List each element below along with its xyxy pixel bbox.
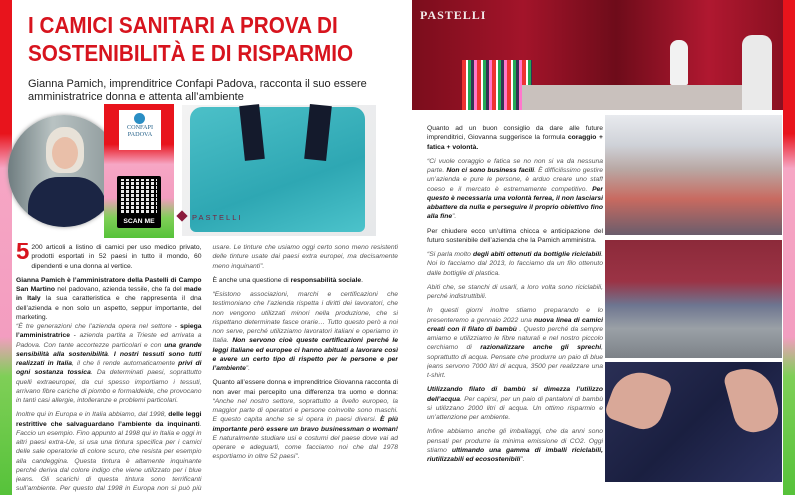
qr-label: SCAN ME: [123, 218, 155, 225]
text-run: ultimando una gamma di imballi riciclabili, riutilizzabili ed ecosostenibili: [427, 446, 603, 463]
text-run: E naturalmente studiare usi e costumi del paese dove vai ad operare e adeguarti, come facciamo noi che dal 1978 esportiamo in oltre 52 paesi”.: [212, 434, 398, 461]
text-run: spiega l’amministratrice: [16, 323, 202, 340]
paragraph: [427, 427, 603, 464]
logo-text: CONFAPI: [126, 124, 153, 131]
meeting-photo: [605, 240, 782, 358]
text-run: , soprattutto di acqua. Pensate che produrre un paio di blue jeans servono 7000 litri di acqua, 3500 per realizzare una t-shirt.: [427, 344, 603, 379]
article-subtitle: Gianna Pamich, imprenditrice Confapi Padova, racconta il suo essere amministratrice donna e attenta all’ambiente: [28, 78, 367, 103]
text-run: made in Italy: [16, 286, 202, 303]
logo-text: PADOVA: [127, 131, 153, 138]
showroom-sign: PASTELLI: [420, 8, 487, 22]
sewing-photo: [605, 362, 782, 482]
text-run: , il che li rende automaticamente: [72, 360, 179, 367]
decorative-color-strip-left: [0, 0, 12, 495]
showroom-photo: [412, 0, 783, 110]
paragraph: [213, 378, 399, 461]
text-run: .: [361, 276, 363, 284]
decorative-color-strip-right: [783, 0, 795, 495]
text-run: . Noi lo facciamo dal 2013, lo facciamo da un filo ottenuto dalle bottiglie di plastica.: [427, 251, 603, 277]
text-run: ”.: [452, 213, 457, 221]
text-run: . Per capirsi, per un paio di pantaloni di bambù si utilizzano 2000 litri di acqua. Un ottimo risparmio e un’attenzione per ambiente.: [427, 395, 603, 421]
text-run: . Da determinati paesi, soprattutto quelli extraeuropei, da cui spesso importiamo i tessuti, arrivano fibre cariche di piombo e formaldeide, che provocano in tanti casi allergie, intolleranze e problemi particolari.: [16, 369, 202, 404]
qr-code-icon: [121, 179, 157, 213]
text-run: Inoltre qui in Europa e in Italia abbiamo, dal 1998,: [16, 411, 169, 419]
text-run: -: [171, 323, 181, 330]
text-run: “È tre generazioni che l’azienda opera nel settore: [16, 323, 172, 330]
text-run: una grande sensibilità alla sostenibilità: [16, 341, 202, 358]
text-run: “Ci vuole coraggio e fatica se no non si va da nessuna parte.: [427, 157, 603, 174]
pastelli-logo: [178, 212, 242, 222]
text-run: Gianna Pamich è l’amministratore della Pastelli di Campo San Martino: [16, 276, 202, 293]
text-run: È più importante però essere un bravo businessman o woman!: [212, 416, 398, 433]
confapi-padova-logo: [119, 110, 161, 150]
text-run: “Anche nel nostro settore, soprattutto a livello europeo, la maggior parte di operatori e persone coinvolte sono maschi. E questo capita anche se si opera in paesi diversi.: [212, 397, 398, 424]
text-run: Non ci sono business facili: [446, 167, 535, 174]
text-run: Per chiudere ecco un’ultima chicca e anticipazione del futuro sostenibile dell’azienda che la Pamich amministra.: [427, 227, 603, 244]
paragraph: [427, 227, 603, 246]
paragraph: [16, 243, 202, 271]
paragraph: [427, 157, 603, 222]
text-run: nuova linea di camici creati con il filato di bambù: [427, 316, 603, 333]
text-run: privi di ogni sostanza tossica: [16, 360, 202, 377]
right-page-body: [427, 124, 603, 495]
text-run: ”.: [520, 456, 525, 463]
text-run: Abiti che, se stanchi di usarli, a loro volta sono riciclabili, perché indistruttibili.: [427, 283, 603, 300]
paragraph: [427, 250, 603, 278]
text-run: Non servono cioè queste certificazioni perché le leggi italiane ed europee ci hanno abituati a lavorare così e avere un certo tipo di rispetto per le persone e per l’ambiente: [212, 337, 398, 372]
text-run: . È difficilissimo gestire un’azienda e pure le persone, è arduo creare uno staff coeso e il mercato è estremamente competitivo.: [427, 167, 603, 193]
text-run: . Faccio un esempio. Fino appunto al 1998 qui in Italia e oggi in altri paesi extra-Ue, si usa una tintura specifica per i camici delle sale operatorie di colore scuro, che resista per esempio alla candeggina. Questa tintura è altamente inquinante perché deriva dal colore indigo che viene utilizzato per i blue jeans. Gli scarichi di questa tintura sono terrificanti sull’ambiente. Per questo dal 1998 in Europa non si può più usare. Le tinture che usiamo oggi certo sono meno resistenti delle tinture usate dai paesi extra europei, ma decisamente meno inquinanti”.: [16, 244, 398, 493]
text-run: È anche una questione di: [212, 276, 291, 284]
text-run: Quanto all’essere donna e imprenditrice Giovanna racconta di non aver mai percepito una differenza tra uomo e donna:: [212, 379, 398, 396]
text-run: “Si parla molto: [427, 251, 473, 258]
text-run: delle leggi restrittive che salvaguardano l’ambiente da inquinanti: [16, 411, 202, 428]
paragraph: [16, 322, 202, 405]
text-run: Quanto ad un buon consiglio da dare alle future imprenditrici, Giovanna suggerisce la formula: [427, 125, 603, 142]
logo-text: PASTELLI: [192, 213, 243, 222]
qr-code[interactable]: [117, 176, 161, 228]
paragraph: [213, 276, 399, 285]
drop-cap: 5: [16, 243, 30, 265]
text-run: Per questo è necessaria una volontà ferrea, il non lasciarsi abbattere da nulla e perseguire il proprio obiettivo fino alla fine: [427, 185, 603, 221]
paragraph: [427, 306, 603, 380]
left-page-body: [16, 243, 398, 495]
paragraph: [427, 385, 603, 422]
text-run: I nostri tessuti sono tutti realizzati in Italia: [16, 350, 202, 367]
paragraph: [16, 276, 202, 322]
text-run: azienda partita a Trieste ed arrivata a Padova. Con tante accortezze particolari e con: [16, 332, 202, 349]
text-run: . Questo perché da sempre amiamo e utilizziamo le fibre naturali e nel nostro piccolo cerchiamo di: [427, 325, 603, 352]
text-run: 200 articoli a listino di camici per uso medico privato, prodotti esportati in 52 paesi in tutto il mondo, 60 dipendenti e una donna al vertice.: [31, 244, 202, 270]
paragraph: [213, 290, 399, 373]
text-run: In questi giorni inoltre stiamo preparando e lo presenteremo a gennaio 2022 una: [427, 307, 603, 324]
text-run: la sua caratteristica e che rappresenta il dna dell’azienda e non solo un aspetto, seppur importante, del marketing.: [16, 295, 202, 321]
paragraph: [427, 124, 603, 152]
text-run: responsabilità sociale: [290, 276, 362, 284]
text-run: nel padovano, azienda tessile, che fa del: [55, 286, 184, 293]
text-run: “Esistono associazioni, marchi e certificazioni che testimoniano che l’azienda rispetta i diritti dei lavoratori, che non vengono utilizzati minori nella produzione, che si rispettano determinate fasce orarie… Tutto questo però a noi non serve, perché utilizziamo lavoratori italiani e operiamo in Italia.: [212, 291, 398, 345]
text-run: .: [107, 350, 114, 358]
text-run: ”.: [245, 365, 251, 372]
text-run: Utilizzando filato di bambù si dimezza l’utilizzo dell’acqua: [427, 386, 603, 403]
text-run: Infine abbiamo anche gli imballaggi, che da anni sono pensati per produrre la minima emissione di CO2. Oggi stiamo: [427, 428, 603, 454]
article-title: I CAMICI SANITARI A PROVA DI SOSTENIBILITÀ E DI RISPARMIO: [28, 12, 354, 66]
lion-icon: [134, 113, 145, 124]
workshop-photo: [605, 115, 782, 235]
pastelli-diamond-icon: [176, 210, 187, 221]
text-run: degli abiti ottenuti da bottiglie riciclabili: [472, 251, 602, 258]
text-run: razionalizzare anche gli sprechi: [480, 344, 602, 352]
paragraph: [427, 283, 603, 302]
text-run: -: [70, 332, 80, 340]
text-run: coraggio + fatica + volontà.: [427, 134, 603, 151]
